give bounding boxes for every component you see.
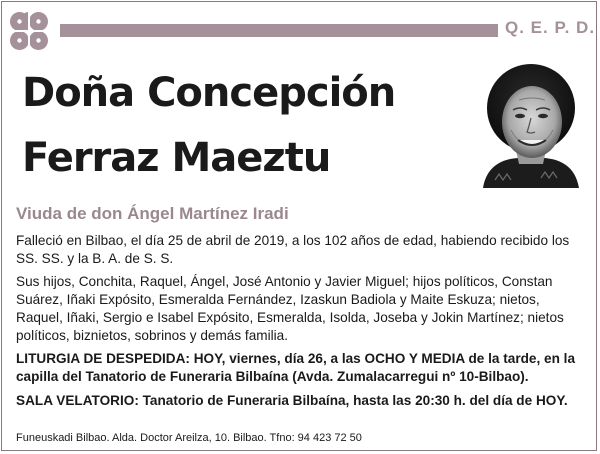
- deceased-subtitle: Viuda de don Ángel Martínez Iradi: [16, 204, 289, 223]
- wake-room-paragraph: SALA VELATORIO: Tanatorio de Funeraria Bilbaína, hasta las 20:30 h. del día de HOY.: [16, 393, 568, 408]
- qepd-heading: Q. E. P. D.: [505, 18, 596, 37]
- funeral-home-footer: Funeuskadi Bilbao. Alda. Doctor Areilza, 10. Bilbao. Tfno: 94 423 72 50: [16, 432, 362, 444]
- deceased-portrait-photo: [481, 60, 581, 188]
- lauburu-icon: [6, 8, 52, 54]
- deceased-name-line-2: Ferraz Maeztu: [22, 135, 331, 181]
- header-bar: [60, 24, 498, 37]
- liturgy-paragraph: LITURGIA DE DESPEDIDA: HOY, viernes, día 26, a las OCHO Y MEDIA de la tarde, en la capilla del Tanatorio de Funeraria Bilbaína (Avda. Zumalacarregui nº 10-Bilbao).: [16, 351, 576, 384]
- family-paragraph: Sus hijos, Conchita, Raquel, Ángel, José Antonio y Javier Miguel; hijos políticos, Constan Suárez, Iñaki Expósito, Esmeralda Fernández, Izaskun Badiola y Maite Eskuza; nietos, Raquel, Iñaki, Sergio e Isabel Expósito, Esmeralda, Isolda, Joseba y Jokin Martínez; nietos políticos, biznietos, sobrinos y demás familia.: [16, 274, 564, 343]
- death-announcement-paragraph: Falleció en Bilbao, el día 25 de abril de 2019, a los 102 años de edad, habiendo recibido los SS. SS. y la B. A. de S. S.: [16, 233, 570, 266]
- deceased-name-line-1: Doña Concepción: [22, 70, 396, 116]
